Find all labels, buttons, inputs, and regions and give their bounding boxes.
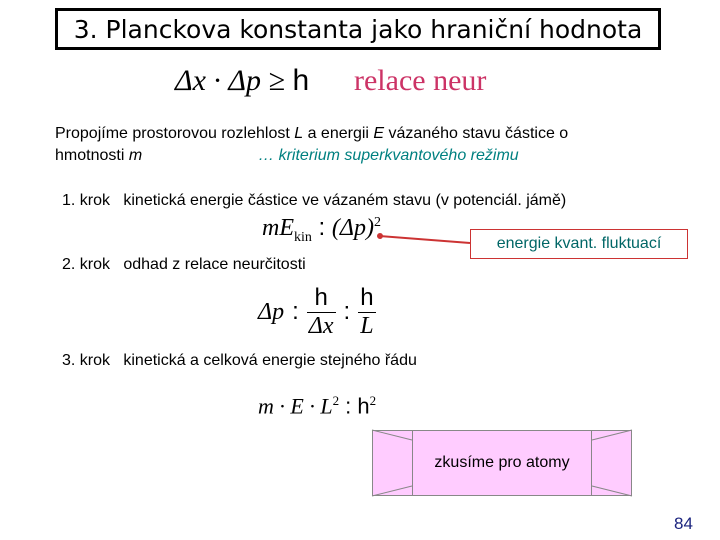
step-label: 2. krok xyxy=(62,256,111,273)
intro-text: vázaného stavu částice o xyxy=(384,125,569,142)
formula2-dp: Δp xyxy=(258,298,285,325)
relation-label: relace neur xyxy=(354,64,487,97)
formula2-sim: : xyxy=(343,298,351,325)
formula2-sim: : xyxy=(292,298,299,325)
step-text: odhad z relace neurčitosti xyxy=(123,256,306,273)
step-label: 3. krok xyxy=(62,352,111,369)
slide-title: 3. Planckova konstanta jako hraniční hodnota xyxy=(55,8,661,50)
fraction-numerator: h xyxy=(314,284,328,311)
formula3-sim: : xyxy=(339,393,358,419)
fraction-numerator: h xyxy=(360,284,374,311)
fraction-denominator: L xyxy=(360,313,374,339)
criterion-text: … kriterium superkvantového režimu xyxy=(258,147,519,164)
uncertainty-formula-lhs: Δx · Δp ≥ xyxy=(175,64,293,97)
note-text: zkusíme pro atomy xyxy=(412,430,592,496)
formula1-sim: : xyxy=(311,214,332,241)
intro-text: hmotnosti xyxy=(55,147,129,164)
formula3-h-square: 2 xyxy=(369,393,377,408)
formula1-square: 2 xyxy=(373,215,381,230)
step-text: kinetická energie částice ve vázaném stavu (v potenciál. jámě) xyxy=(123,192,567,209)
formula1-mE: mE xyxy=(262,215,294,241)
quantum-fluctuation-callout: energie kvant. fluktuací xyxy=(470,229,688,259)
planck-h: h xyxy=(292,64,310,97)
formula3-square: 2 xyxy=(332,393,340,408)
step-text: kinetická a celková energie stejného řádu xyxy=(123,352,417,369)
page-number: 84 xyxy=(674,514,693,533)
formula3-lhs: m · E · L xyxy=(258,393,333,419)
intro-var-L: L xyxy=(294,125,304,142)
step-label: 1. krok xyxy=(62,192,111,209)
formula1-kin: kin xyxy=(294,229,312,245)
intro-var-m: m xyxy=(128,147,143,164)
formula1-dp: (Δp) xyxy=(331,215,374,241)
intro-text: Propojíme prostorovou rozlehlost xyxy=(55,125,295,142)
formula3-h: h xyxy=(357,393,370,419)
intro-var-E: E xyxy=(373,125,385,142)
intro-text: a energii xyxy=(303,125,374,142)
fraction-denominator: Δx xyxy=(308,313,334,339)
